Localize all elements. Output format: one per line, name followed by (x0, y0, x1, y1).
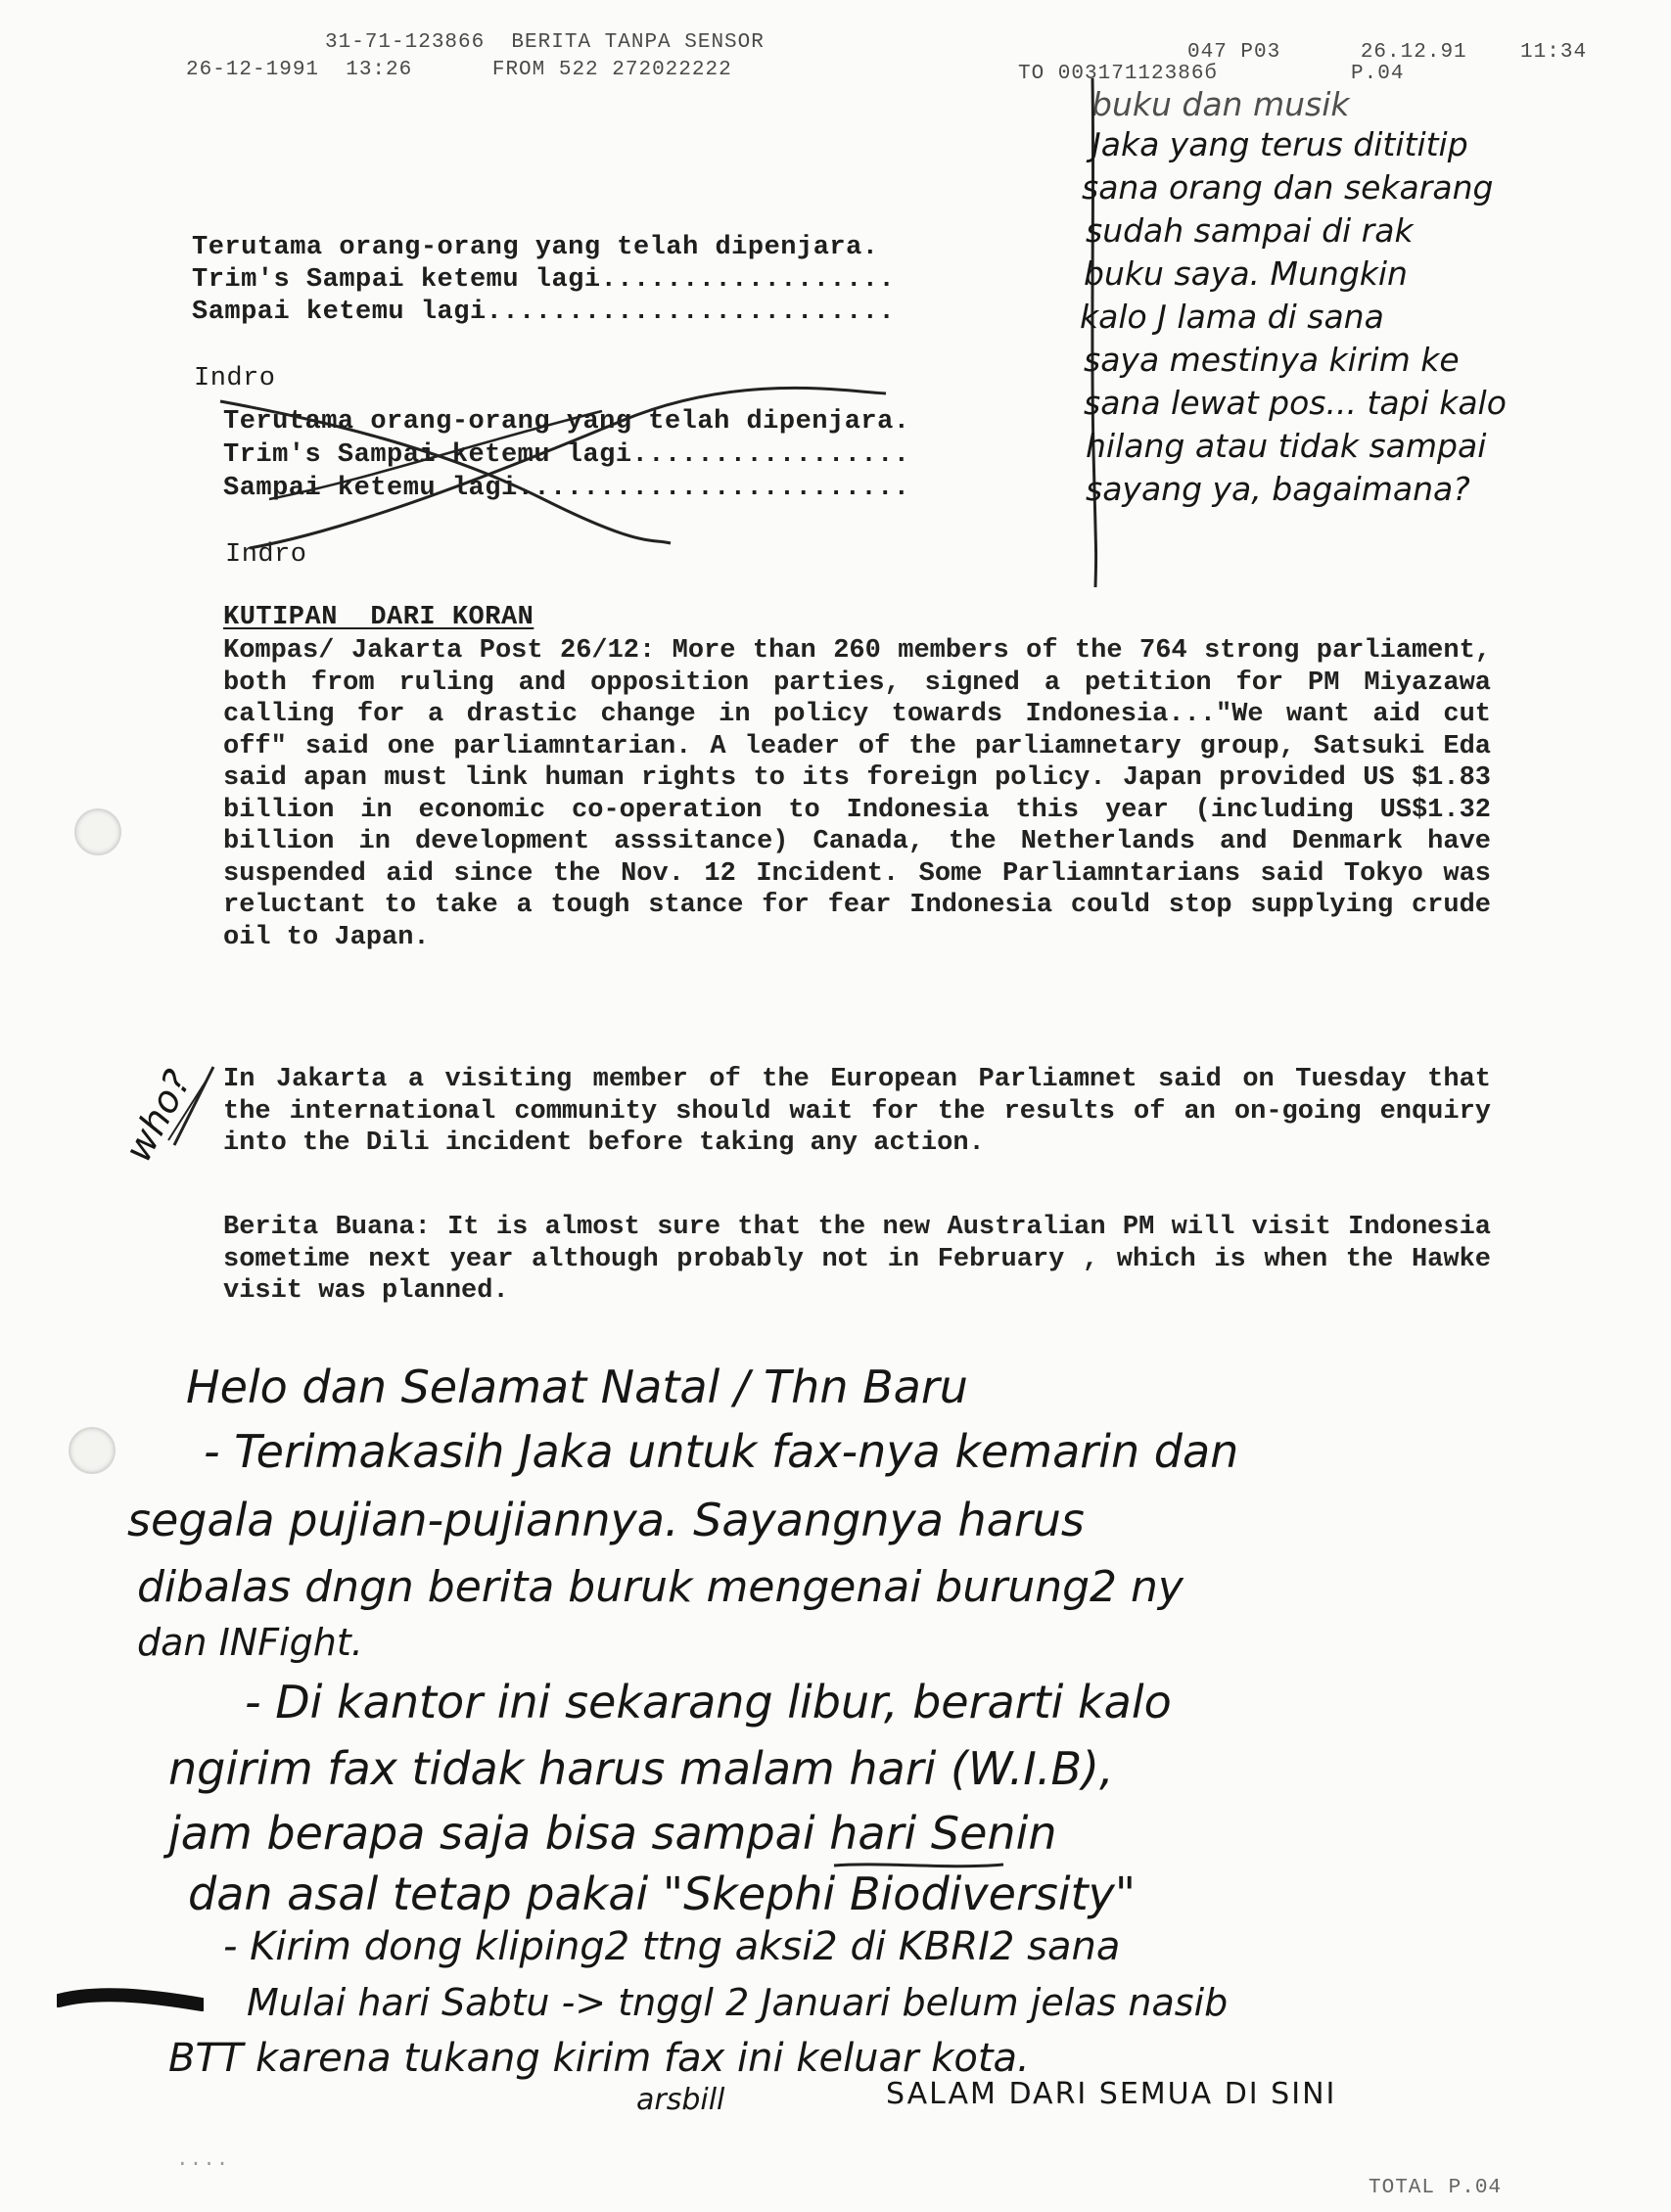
hand-line: dibalas dngn berita buruk mengenai burung2 ny (137, 1562, 1184, 1612)
margin-note-line: buku dan musik (1091, 90, 1350, 123)
hand-line: dan asal tetap pakai "Skephi Biodiversity" (188, 1867, 1137, 1920)
side-note-who: who? (116, 1063, 200, 1169)
footer-scribble: .... (176, 2149, 230, 2172)
article-paragraph-3: Berita Buana: It is almost sure that the new Australian PM will visit Indonesia sometime next year although probably not in February , which is when the Hawke visit was planned. (223, 1213, 1491, 1306)
article-heading: KUTIPAN DARI KORAN (223, 603, 534, 632)
hand-line: segala pujian-pujiannya. Sayangnya harus (127, 1494, 1085, 1546)
block2-line3: Sampai ketemu lagi........................ (223, 474, 910, 503)
block2-signature: Indro (225, 540, 307, 570)
margin-note-line: kalo J lama di sana (1080, 298, 1384, 336)
footer-total-pages: TOTAL P.04 (1369, 2177, 1503, 2199)
block2-line1: Terutama orang-orang yang telah dipenjara. (223, 407, 910, 437)
fax-header-right-top: 047 P03 26.12.91 11:34 (1187, 41, 1588, 64)
hand-signature: arsbill (636, 2083, 725, 2117)
hand-line: BTT karena tukang kirim fax ini keluar kota. (168, 2036, 1030, 2081)
margin-smudge (57, 1981, 204, 2020)
margin-note-line: buku saya. Mungkin (1084, 254, 1408, 293)
margin-note-line: sudah sampai di rak (1086, 211, 1414, 250)
margin-note-line: hilang atau tidak sampai (1086, 427, 1487, 465)
block1-line1: Terutama orang-orang yang telah dipenjara. (192, 233, 879, 262)
block2-line2: Trim's Sampai ketemu lagi................. (223, 440, 910, 470)
hand-line: - Kirim dong kliping2 ttng aksi2 di KBRI2 sana (223, 1924, 1121, 1969)
fax-header-right-bottom: TO 00317112386б P.04 (1018, 63, 1405, 85)
hand-line: ngirim fax tidak harus malam hari (W.I.B), (168, 1742, 1114, 1795)
punch-hole-bottom (69, 1427, 116, 1474)
punch-hole-top (74, 808, 121, 855)
side-note-arrow (164, 1062, 223, 1150)
margin-note-line: sayang ya, bagaimana? (1086, 470, 1470, 508)
fax-header-left-bottom: 26-12-1991 13:26 FROM 522 272022222 (186, 59, 732, 81)
fax-header-left-top: 31-71-123866 BERITA TANPA SENSOR (325, 31, 765, 54)
margin-note-line: saya mestinya kirim ke (1084, 341, 1460, 379)
hand-underline (832, 1860, 1008, 1871)
hand-line: dan INFight. (137, 1621, 363, 1664)
block1-signature: Indro (194, 364, 276, 393)
hand-line: jam berapa saja bisa sampai hari Senin (168, 1807, 1057, 1860)
margin-note-line: sana lewat pos... tapi kalo (1084, 384, 1507, 422)
margin-note-line: Jaka yang terus ditititip (1091, 125, 1468, 163)
cross-out-marks (210, 382, 896, 558)
block1-line2: Trim's Sampai ketemu lagi.................. (192, 265, 896, 295)
hand-line: Helo dan Selamat Natal / Thn Baru (186, 1360, 968, 1413)
hand-line: - Terimakasih Jaka untuk fax-nya kemarin dan (204, 1425, 1239, 1478)
article-paragraph-1: Kompas/ Jakarta Post 26/12: More than 260 members of the 764 strong parliament, both from ruling and opposition parties, signed a petition for PM Miyazawa calling for a drastic change in policy towards Indonesia..."We want aid cut off" said one parliamntarian. A leader of the parliamnetary group, Satsuki Eda said apan must link human rights to its foreign policy. Japan provided US $1.83 billion in economic co-operation to Indonesia this year (including US$1.32 billion in development asssitance) Canada, the Netherlands and Denmark have suspended aid since the Nov. 12 Incident. Some Parliamntarians said Tokyo was reluctant to take a tough stance for fear Indonesia could stop supplying crude oil to Japan. (223, 636, 1491, 952)
article-paragraph-2: In Jakarta a visiting member of the European Parliamnet said on Tuesday that the international community should wait for the results of an on-going enquiry into the Dili incident before taking any action. (223, 1065, 1491, 1158)
hand-line: Mulai hari Sabtu -> tnggl 2 Januari belum jelas nasib (247, 1981, 1229, 2024)
hand-closing: SALAM DARI SEMUA DI SINI (886, 2077, 1337, 2111)
margin-note (1080, 90, 1640, 511)
hand-line: - Di kantor ini sekarang libur, berarti kalo (245, 1676, 1172, 1728)
block1-line3: Sampai ketemu lagi......................... (192, 298, 896, 327)
margin-note-line: sana orang dan sekarang (1082, 168, 1494, 207)
